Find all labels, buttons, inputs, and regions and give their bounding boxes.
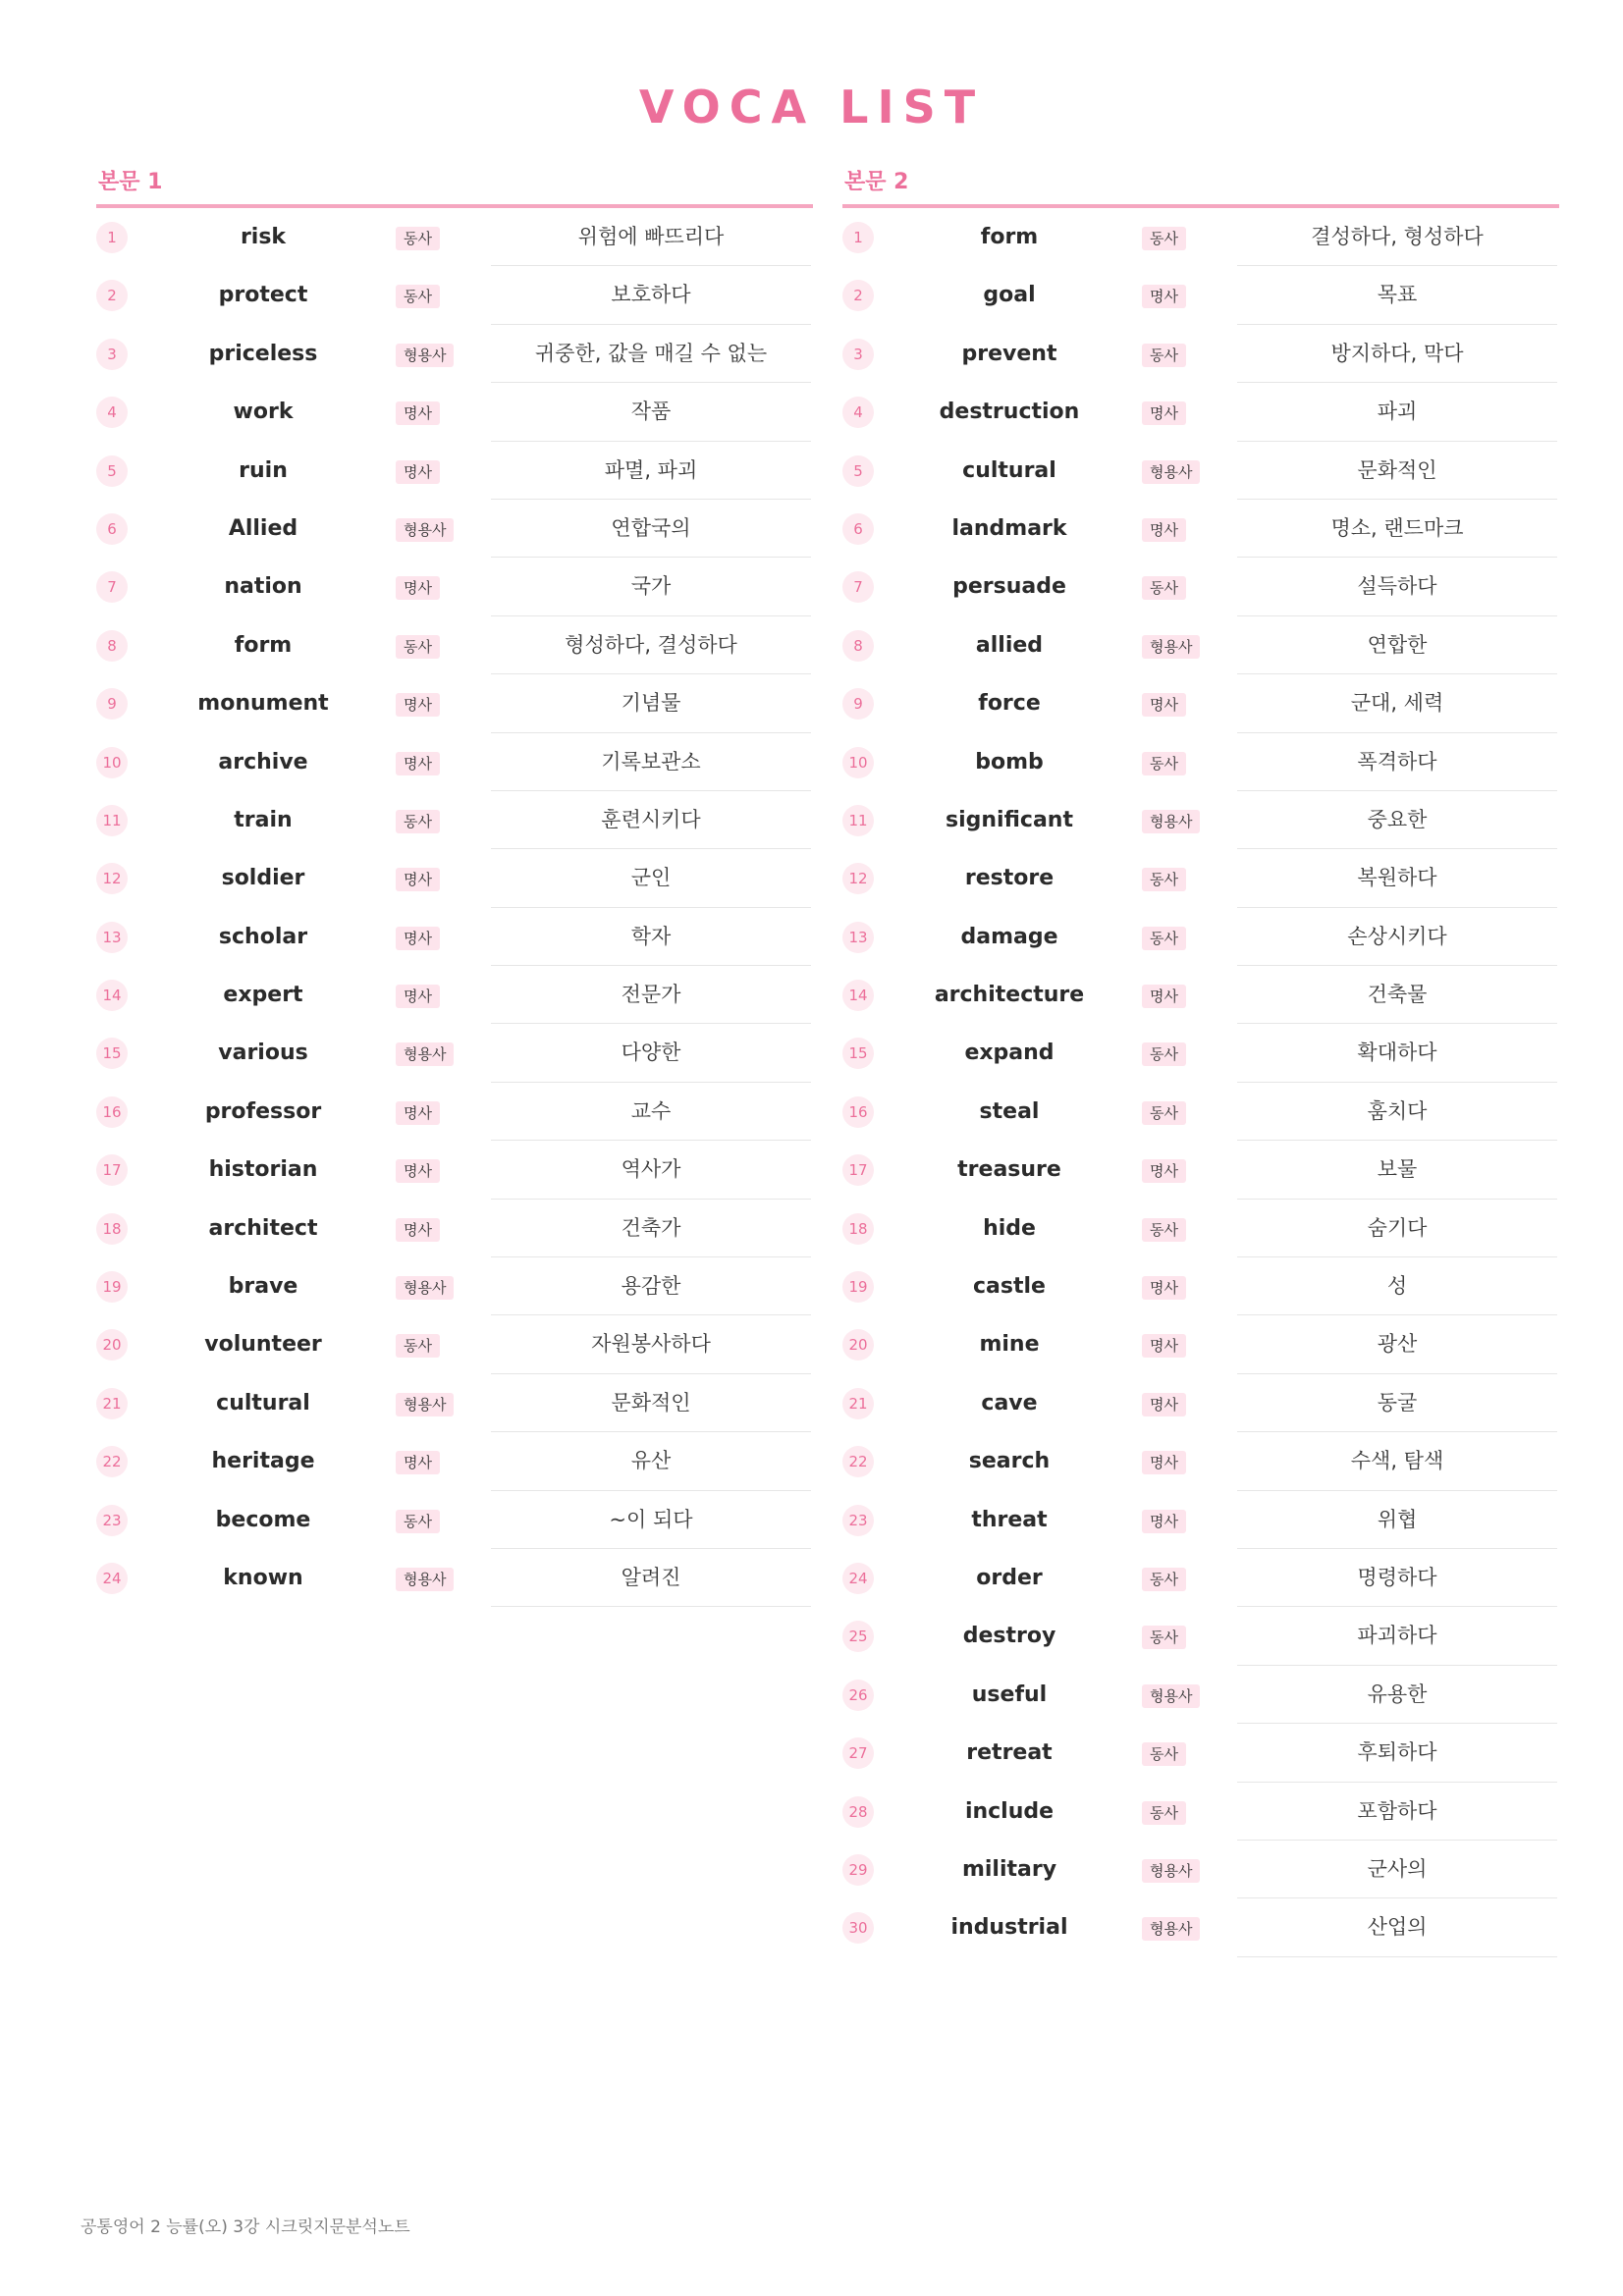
item-number: 1 <box>96 222 128 253</box>
section-1 <box>96 165 813 1607</box>
vocab-row <box>842 1724 1559 1782</box>
vocab-meaning: 알려진 <box>491 1549 811 1607</box>
vocab-meaning: 폭격하다 <box>1237 733 1557 791</box>
vocab-meaning: 건축물 <box>1237 966 1557 1024</box>
part-of-speech-badge: 형용사 <box>396 1276 454 1300</box>
vocab-meaning: 건축가 <box>491 1200 811 1257</box>
vocab-meaning: 숨기다 <box>1237 1200 1557 1257</box>
item-number: 15 <box>96 1038 128 1069</box>
vocab-meaning: 역사가 <box>491 1141 811 1199</box>
part-of-speech-badge: 명사 <box>1142 1510 1186 1533</box>
vocab-row <box>842 208 1559 266</box>
vocab-word: priceless <box>208 341 318 366</box>
part-of-speech-badge: 명사 <box>1142 1451 1186 1474</box>
part-of-speech-badge: 동사 <box>396 635 440 659</box>
vocab-word: form <box>980 225 1039 249</box>
page-title: VOCA LIST <box>638 80 985 133</box>
part-of-speech-badge: 명사 <box>1142 693 1186 717</box>
part-of-speech-badge: 명사 <box>396 1451 440 1474</box>
vocab-meaning: 중요한 <box>1237 791 1557 849</box>
part-of-speech-badge: 동사 <box>1142 752 1186 775</box>
part-of-speech-badge: 명사 <box>1142 518 1186 542</box>
vocab-meaning: 보물 <box>1237 1141 1557 1199</box>
vocab-meaning: 광산 <box>1237 1315 1557 1373</box>
part-of-speech-badge: 명사 <box>396 1218 440 1242</box>
vocab-row <box>842 908 1559 966</box>
item-number: 18 <box>842 1213 874 1245</box>
vocab-meaning: 보호하다 <box>491 266 811 324</box>
vocab-row <box>842 1783 1559 1841</box>
vocab-row <box>842 1898 1559 1956</box>
vocab-word: hide <box>983 1215 1036 1241</box>
vocab-word: include <box>964 1798 1055 1824</box>
part-of-speech-badge: 형용사 <box>396 1568 454 1591</box>
item-number: 13 <box>842 922 874 953</box>
vocab-word: force <box>978 691 1041 717</box>
vocab-meaning: 용감한 <box>491 1257 811 1315</box>
vocab-row <box>96 1024 813 1082</box>
vocab-word: damage <box>960 924 1058 949</box>
vocab-row <box>96 325 813 383</box>
vocab-row <box>842 1666 1559 1724</box>
vocab-row <box>96 1374 813 1432</box>
vocab-row <box>842 1315 1559 1373</box>
vocab-row <box>842 1549 1559 1607</box>
vocab-row <box>842 266 1559 324</box>
item-number: 20 <box>842 1329 874 1361</box>
vocab-row <box>96 616 813 674</box>
vocab-meaning: 자원봉사하다 <box>491 1315 811 1373</box>
part-of-speech-badge: 명사 <box>396 1101 440 1125</box>
part-of-speech-badge: 동사 <box>1142 1626 1186 1649</box>
part-of-speech-badge: 동사 <box>1142 227 1186 250</box>
vocab-word: prevent <box>961 341 1057 366</box>
vocab-meaning: 작품 <box>491 383 811 441</box>
vocab-meaning: 목표 <box>1237 266 1557 324</box>
vocab-row <box>842 733 1559 791</box>
item-number: 19 <box>842 1271 874 1303</box>
footer-text: 공통영어 2 능률(오) 3강 시크릿지문분석노트 <box>81 2217 410 2237</box>
vocab-word: form <box>234 632 293 658</box>
vocab-row <box>842 1491 1559 1549</box>
part-of-speech-badge: 동사 <box>1142 1801 1186 1825</box>
vocab-meaning: 확대하다 <box>1237 1024 1557 1082</box>
vocab-row <box>96 558 813 615</box>
vocab-meaning: 파괴하다 <box>1237 1607 1557 1665</box>
item-number: 5 <box>96 455 128 487</box>
item-number: 27 <box>842 1737 874 1769</box>
vocab-row <box>96 966 813 1024</box>
vocab-word: retreat <box>966 1740 1053 1766</box>
vocab-word: scholar <box>218 924 308 949</box>
part-of-speech-badge: 형용사 <box>396 344 454 367</box>
part-of-speech-badge: 명사 <box>1142 285 1186 308</box>
part-of-speech-badge: 동사 <box>1142 868 1186 891</box>
item-number: 15 <box>842 1038 874 1069</box>
vocab-word: known <box>223 1565 303 1590</box>
vocab-word: protect <box>218 283 308 308</box>
item-number: 21 <box>96 1388 128 1419</box>
vocab-row <box>842 966 1559 1024</box>
vocab-row <box>842 325 1559 383</box>
vocab-row <box>842 1200 1559 1257</box>
part-of-speech-badge: 명사 <box>1142 1159 1186 1183</box>
part-of-speech-badge: 동사 <box>396 1334 440 1358</box>
vocab-row <box>96 442 813 500</box>
part-of-speech-badge: 동사 <box>1142 1742 1186 1766</box>
vocab-row <box>96 849 813 907</box>
vocab-meaning: 기념물 <box>491 674 811 732</box>
item-number: 29 <box>842 1854 874 1886</box>
section-2-heading: 본문 2 <box>842 165 1559 208</box>
item-number: 5 <box>842 455 874 487</box>
vocab-meaning: 유산 <box>491 1432 811 1490</box>
item-number: 24 <box>842 1563 874 1594</box>
vocab-meaning: 위협 <box>1237 1491 1557 1549</box>
vocab-row <box>842 1374 1559 1432</box>
vocab-word: order <box>976 1565 1043 1590</box>
vocab-row <box>842 383 1559 441</box>
part-of-speech-badge: 형용사 <box>1142 1684 1200 1708</box>
section-1-heading: 본문 1 <box>96 165 813 208</box>
vocab-word: historian <box>208 1157 318 1183</box>
part-of-speech-badge: 형용사 <box>1142 460 1200 484</box>
item-number: 8 <box>842 630 874 662</box>
vocab-meaning: 명령하다 <box>1237 1549 1557 1607</box>
item-number: 9 <box>96 688 128 720</box>
vocab-meaning: 기록보관소 <box>491 733 811 791</box>
item-number: 25 <box>842 1621 874 1652</box>
part-of-speech-badge: 동사 <box>396 227 440 250</box>
item-number: 30 <box>842 1912 874 1944</box>
vocab-row <box>96 1432 813 1490</box>
item-number: 19 <box>96 1271 128 1303</box>
vocab-row <box>842 442 1559 500</box>
item-number: 26 <box>842 1680 874 1711</box>
vocab-meaning: 산업의 <box>1237 1898 1557 1956</box>
vocab-meaning: 포함하다 <box>1237 1783 1557 1841</box>
item-number: 13 <box>96 922 128 953</box>
vocab-word: risk <box>240 225 287 249</box>
vocab-row <box>96 266 813 324</box>
item-number: 24 <box>96 1563 128 1594</box>
vocab-word: brave <box>228 1274 298 1300</box>
vocab-word: archive <box>218 749 308 774</box>
vocab-word: monument <box>197 691 329 717</box>
item-number: 4 <box>96 397 128 428</box>
vocab-row <box>842 1432 1559 1490</box>
vocab-meaning: 방지하다, 막다 <box>1237 325 1557 383</box>
vocab-row <box>96 733 813 791</box>
part-of-speech-badge: 동사 <box>1142 1101 1186 1125</box>
part-of-speech-badge: 동사 <box>1142 927 1186 950</box>
part-of-speech-badge: 명사 <box>396 1159 440 1183</box>
vocab-meaning: 군인 <box>491 849 811 907</box>
vocab-meaning: 국가 <box>491 558 811 615</box>
section-1-list <box>96 208 813 1607</box>
vocab-meaning: 학자 <box>491 908 811 966</box>
part-of-speech-badge: 동사 <box>396 285 440 308</box>
item-number: 14 <box>96 980 128 1011</box>
item-number: 3 <box>96 339 128 370</box>
vocab-meaning: 위험에 빠뜨리다 <box>491 208 811 266</box>
vocab-row <box>96 1549 813 1607</box>
part-of-speech-badge: 동사 <box>1142 576 1186 600</box>
item-number: 22 <box>96 1446 128 1477</box>
vocab-meaning: 명소, 랜드마크 <box>1237 500 1557 558</box>
vocab-row <box>842 500 1559 558</box>
part-of-speech-badge: 동사 <box>1142 1568 1186 1591</box>
vocab-row <box>842 1141 1559 1199</box>
item-number: 7 <box>96 571 128 603</box>
vocab-word: architect <box>208 1215 318 1241</box>
item-number: 12 <box>842 863 874 894</box>
vocab-word: treasure <box>957 1157 1061 1183</box>
item-number: 20 <box>96 1329 128 1361</box>
part-of-speech-badge: 명사 <box>396 576 440 600</box>
vocab-meaning: ~이 되다 <box>491 1491 811 1549</box>
vocab-meaning: 훈련시키다 <box>491 791 811 849</box>
vocab-meaning: 문화적인 <box>491 1374 811 1432</box>
item-number: 1 <box>842 222 874 253</box>
vocab-word: expand <box>964 1041 1055 1066</box>
vocab-word: landmark <box>951 515 1067 541</box>
vocab-meaning: 다양한 <box>491 1024 811 1082</box>
part-of-speech-badge: 동사 <box>1142 1218 1186 1242</box>
part-of-speech-badge: 동사 <box>1142 1042 1186 1066</box>
part-of-speech-badge: 형용사 <box>396 518 454 542</box>
vocab-meaning: 복원하다 <box>1237 849 1557 907</box>
part-of-speech-badge: 형용사 <box>1142 1917 1200 1941</box>
vocab-word: bomb <box>975 749 1044 774</box>
vocab-word: nation <box>224 574 302 600</box>
vocab-row <box>96 674 813 732</box>
vocab-word: destruction <box>939 400 1080 425</box>
vocab-row <box>842 1083 1559 1141</box>
part-of-speech-badge: 명사 <box>396 927 440 950</box>
vocab-word: threat <box>971 1507 1048 1532</box>
vocab-word: professor <box>204 1098 322 1124</box>
vocab-word: allied <box>975 632 1044 658</box>
vocab-word: architecture <box>934 983 1085 1008</box>
part-of-speech-badge: 동사 <box>396 1510 440 1533</box>
vocab-row <box>96 1200 813 1257</box>
part-of-speech-badge: 명사 <box>396 693 440 717</box>
vocab-word: mine <box>979 1332 1040 1358</box>
vocab-row <box>842 558 1559 615</box>
vocab-word: train <box>234 807 293 832</box>
item-number: 11 <box>842 805 874 836</box>
vocab-row <box>842 1257 1559 1315</box>
vocab-meaning: 연합한 <box>1237 616 1557 674</box>
vocab-meaning: 손상시키다 <box>1237 908 1557 966</box>
item-number: 17 <box>96 1154 128 1186</box>
item-number: 2 <box>842 280 874 311</box>
vocab-meaning: 유용한 <box>1237 1666 1557 1724</box>
vocab-word: cultural <box>962 457 1056 483</box>
vocab-meaning: 성 <box>1237 1257 1557 1315</box>
part-of-speech-badge: 명사 <box>1142 985 1186 1008</box>
vocab-word: destroy <box>962 1624 1056 1649</box>
vocab-meaning: 문화적인 <box>1237 442 1557 500</box>
vocab-word: cultural <box>216 1390 310 1415</box>
vocab-word: persuade <box>952 574 1066 600</box>
vocab-word: ruin <box>239 457 288 483</box>
vocab-word: steal <box>979 1098 1040 1124</box>
part-of-speech-badge: 명사 <box>396 985 440 1008</box>
item-number: 7 <box>842 571 874 603</box>
vocab-meaning: 군사의 <box>1237 1841 1557 1898</box>
vocab-word: goal <box>983 283 1036 308</box>
vocab-row <box>96 1141 813 1199</box>
part-of-speech-badge: 동사 <box>396 810 440 833</box>
vocab-meaning: 파멸, 파괴 <box>491 442 811 500</box>
part-of-speech-badge: 명사 <box>396 868 440 891</box>
part-of-speech-badge: 명사 <box>396 460 440 484</box>
vocab-meaning: 군대, 세력 <box>1237 674 1557 732</box>
item-number: 23 <box>842 1505 874 1536</box>
item-number: 18 <box>96 1213 128 1245</box>
vocab-row <box>96 1315 813 1373</box>
vocab-row <box>96 208 813 266</box>
vocab-meaning: 귀중한, 값을 매길 수 없는 <box>491 325 811 383</box>
vocab-meaning: 교수 <box>491 1083 811 1141</box>
vocab-word: various <box>218 1041 308 1066</box>
vocab-word: expert <box>223 983 303 1008</box>
item-number: 22 <box>842 1446 874 1477</box>
vocab-word: become <box>215 1507 311 1532</box>
vocab-meaning: 동굴 <box>1237 1374 1557 1432</box>
vocab-row <box>96 1257 813 1315</box>
vocab-row <box>842 1024 1559 1082</box>
item-number: 9 <box>842 688 874 720</box>
part-of-speech-badge: 형용사 <box>1142 1859 1200 1883</box>
part-of-speech-badge: 명사 <box>1142 1393 1186 1416</box>
vocab-word: industrial <box>950 1915 1068 1941</box>
part-of-speech-badge: 명사 <box>1142 1276 1186 1300</box>
part-of-speech-badge: 동사 <box>1142 344 1186 367</box>
item-number: 10 <box>96 747 128 778</box>
part-of-speech-badge: 형용사 <box>396 1042 454 1066</box>
item-number: 4 <box>842 397 874 428</box>
vocab-row <box>96 1491 813 1549</box>
item-number: 2 <box>96 280 128 311</box>
item-number: 28 <box>842 1796 874 1828</box>
vocab-row <box>842 674 1559 732</box>
part-of-speech-badge: 형용사 <box>1142 810 1200 833</box>
vocab-meaning: 결성하다, 형성하다 <box>1237 208 1557 266</box>
vocab-word: soldier <box>221 866 305 891</box>
item-number: 14 <box>842 980 874 1011</box>
item-number: 11 <box>96 805 128 836</box>
item-number: 17 <box>842 1154 874 1186</box>
vocab-meaning: 형성하다, 결성하다 <box>491 616 811 674</box>
item-number: 6 <box>96 513 128 545</box>
vocab-word: search <box>968 1449 1051 1474</box>
vocab-word: castle <box>973 1274 1046 1300</box>
vocab-word: Allied <box>228 515 298 541</box>
item-number: 16 <box>96 1096 128 1128</box>
section-2-list <box>842 208 1559 1957</box>
vocab-word: volunteer <box>204 1332 322 1358</box>
vocab-word: work <box>233 400 294 425</box>
vocab-word: military <box>961 1856 1057 1882</box>
vocab-meaning: 훔치다 <box>1237 1083 1557 1141</box>
item-number: 16 <box>842 1096 874 1128</box>
vocab-meaning: 수색, 탐색 <box>1237 1432 1557 1490</box>
vocab-row <box>96 500 813 558</box>
part-of-speech-badge: 명사 <box>396 752 440 775</box>
vocab-word: cave <box>981 1390 1038 1415</box>
vocab-row <box>96 791 813 849</box>
section-2 <box>842 165 1559 1957</box>
vocab-row <box>96 383 813 441</box>
item-number: 23 <box>96 1505 128 1536</box>
item-number: 10 <box>842 747 874 778</box>
item-number: 8 <box>96 630 128 662</box>
part-of-speech-badge: 형용사 <box>1142 635 1200 659</box>
part-of-speech-badge: 명사 <box>396 401 440 425</box>
vocab-word: heritage <box>211 1449 315 1474</box>
part-of-speech-badge: 명사 <box>1142 401 1186 425</box>
vocab-row <box>842 1607 1559 1665</box>
item-number: 21 <box>842 1388 874 1419</box>
vocab-row <box>96 908 813 966</box>
item-number: 12 <box>96 863 128 894</box>
vocab-row <box>842 849 1559 907</box>
vocab-row <box>842 616 1559 674</box>
vocab-row <box>842 1841 1559 1898</box>
vocab-word: restore <box>964 866 1055 891</box>
vocab-row <box>96 1083 813 1141</box>
vocab-word: significant <box>946 807 1073 832</box>
vocab-word: useful <box>971 1682 1048 1707</box>
item-number: 6 <box>842 513 874 545</box>
part-of-speech-badge: 명사 <box>1142 1334 1186 1358</box>
part-of-speech-badge: 형용사 <box>396 1393 454 1416</box>
vocab-meaning: 설득하다 <box>1237 558 1557 615</box>
vocab-meaning: 연합국의 <box>491 500 811 558</box>
item-number: 3 <box>842 339 874 370</box>
vocab-meaning: 전문가 <box>491 966 811 1024</box>
vocab-meaning: 후퇴하다 <box>1237 1724 1557 1782</box>
vocab-row <box>842 791 1559 849</box>
vocab-meaning: 파괴 <box>1237 383 1557 441</box>
